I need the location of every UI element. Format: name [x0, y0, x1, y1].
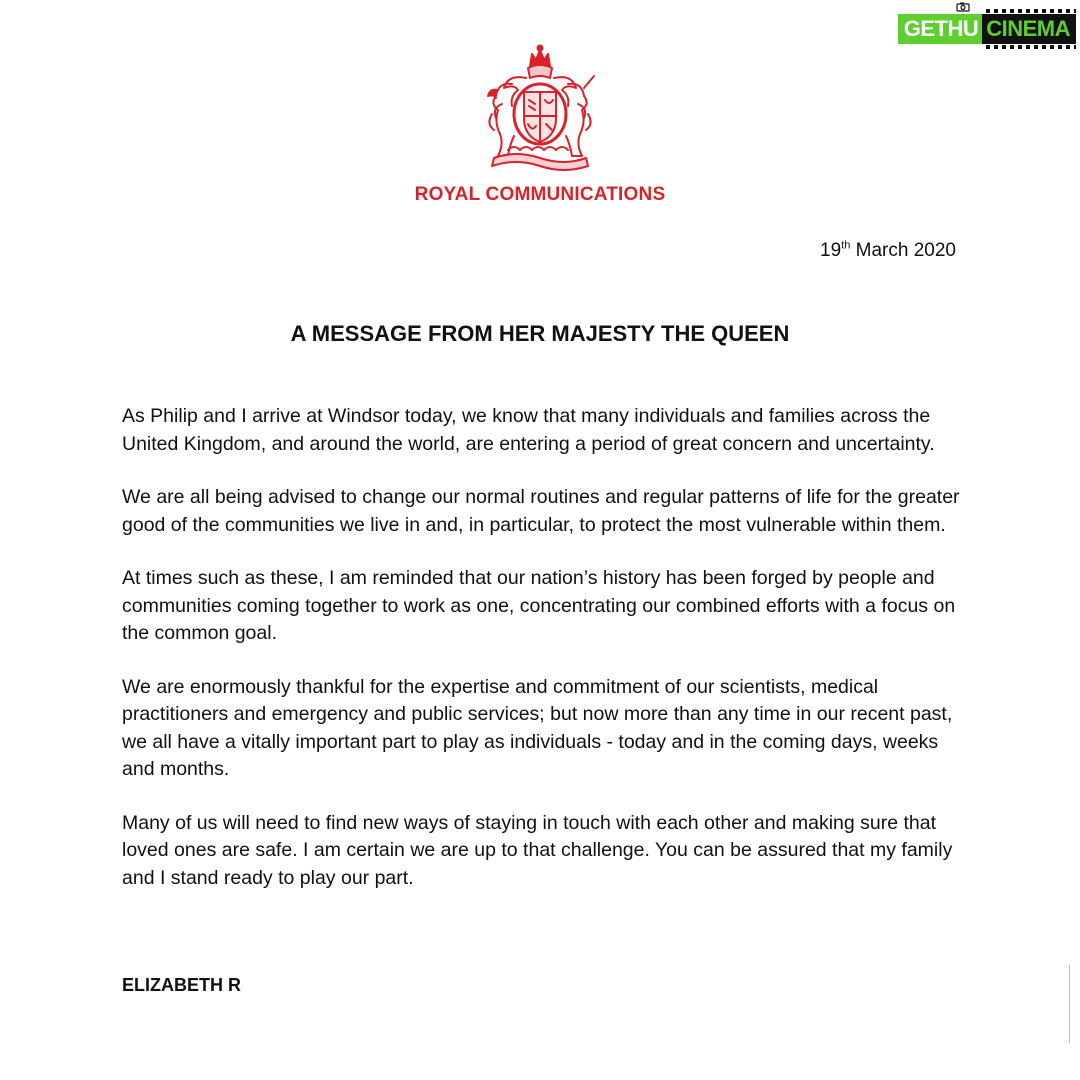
- paragraph: As Philip and I arrive at Windsor today, we know that many individuals and families across the United Kingdom, and around the world, are entering a period of great concern and uncertainty.: [122, 405, 935, 455]
- paragraph: We are all being advised to change our normal routines and regular patterns of life for the greater good of the communities we live in and, in particular, to protect the most vulnerable within them.: [122, 486, 960, 536]
- watermark: [898, 6, 1076, 44]
- edge-divider: [1069, 965, 1070, 1043]
- organization-heading: ROYAL COMMUNICATIONS: [414, 184, 666, 205]
- camera-icon: [956, 2, 970, 12]
- paragraph: We are enormously thankful for the expertise and commitment of our scientists, medical practitioners and emergency and public services; but now more than any time in our recent past, we all have a vitally important part to play as individuals - today and in the coming days, weeks and months.: [122, 675, 953, 780]
- paragraph: Many of us will need to find new ways of staying in touch with each other and making sure that loved ones are safe. I am certain we are up to that challenge. You can be assured that my family and I stand ready to play our part.: [122, 811, 953, 889]
- date-day: 19: [820, 240, 842, 261]
- royal-coat-of-arms-icon: [468, 44, 612, 176]
- letter-date: [820, 240, 956, 262]
- watermark-right-text: CINEMA: [982, 14, 1076, 44]
- signature: ELIZABETH R: [122, 975, 241, 995]
- watermark-left-text: GETHU: [898, 14, 983, 44]
- paragraph: At times such as these, I am reminded that our nation’s history has been forged by people and communities coming together to work as one, concentrating our combined efforts with a focus on the common goal.: [122, 567, 956, 644]
- date-rest: March 2020: [855, 240, 956, 261]
- message-body: [122, 403, 972, 918]
- page-title: A MESSAGE FROM HER MAJESTY THE QUEEN: [290, 321, 790, 346]
- date-suffix: th: [841, 239, 851, 252]
